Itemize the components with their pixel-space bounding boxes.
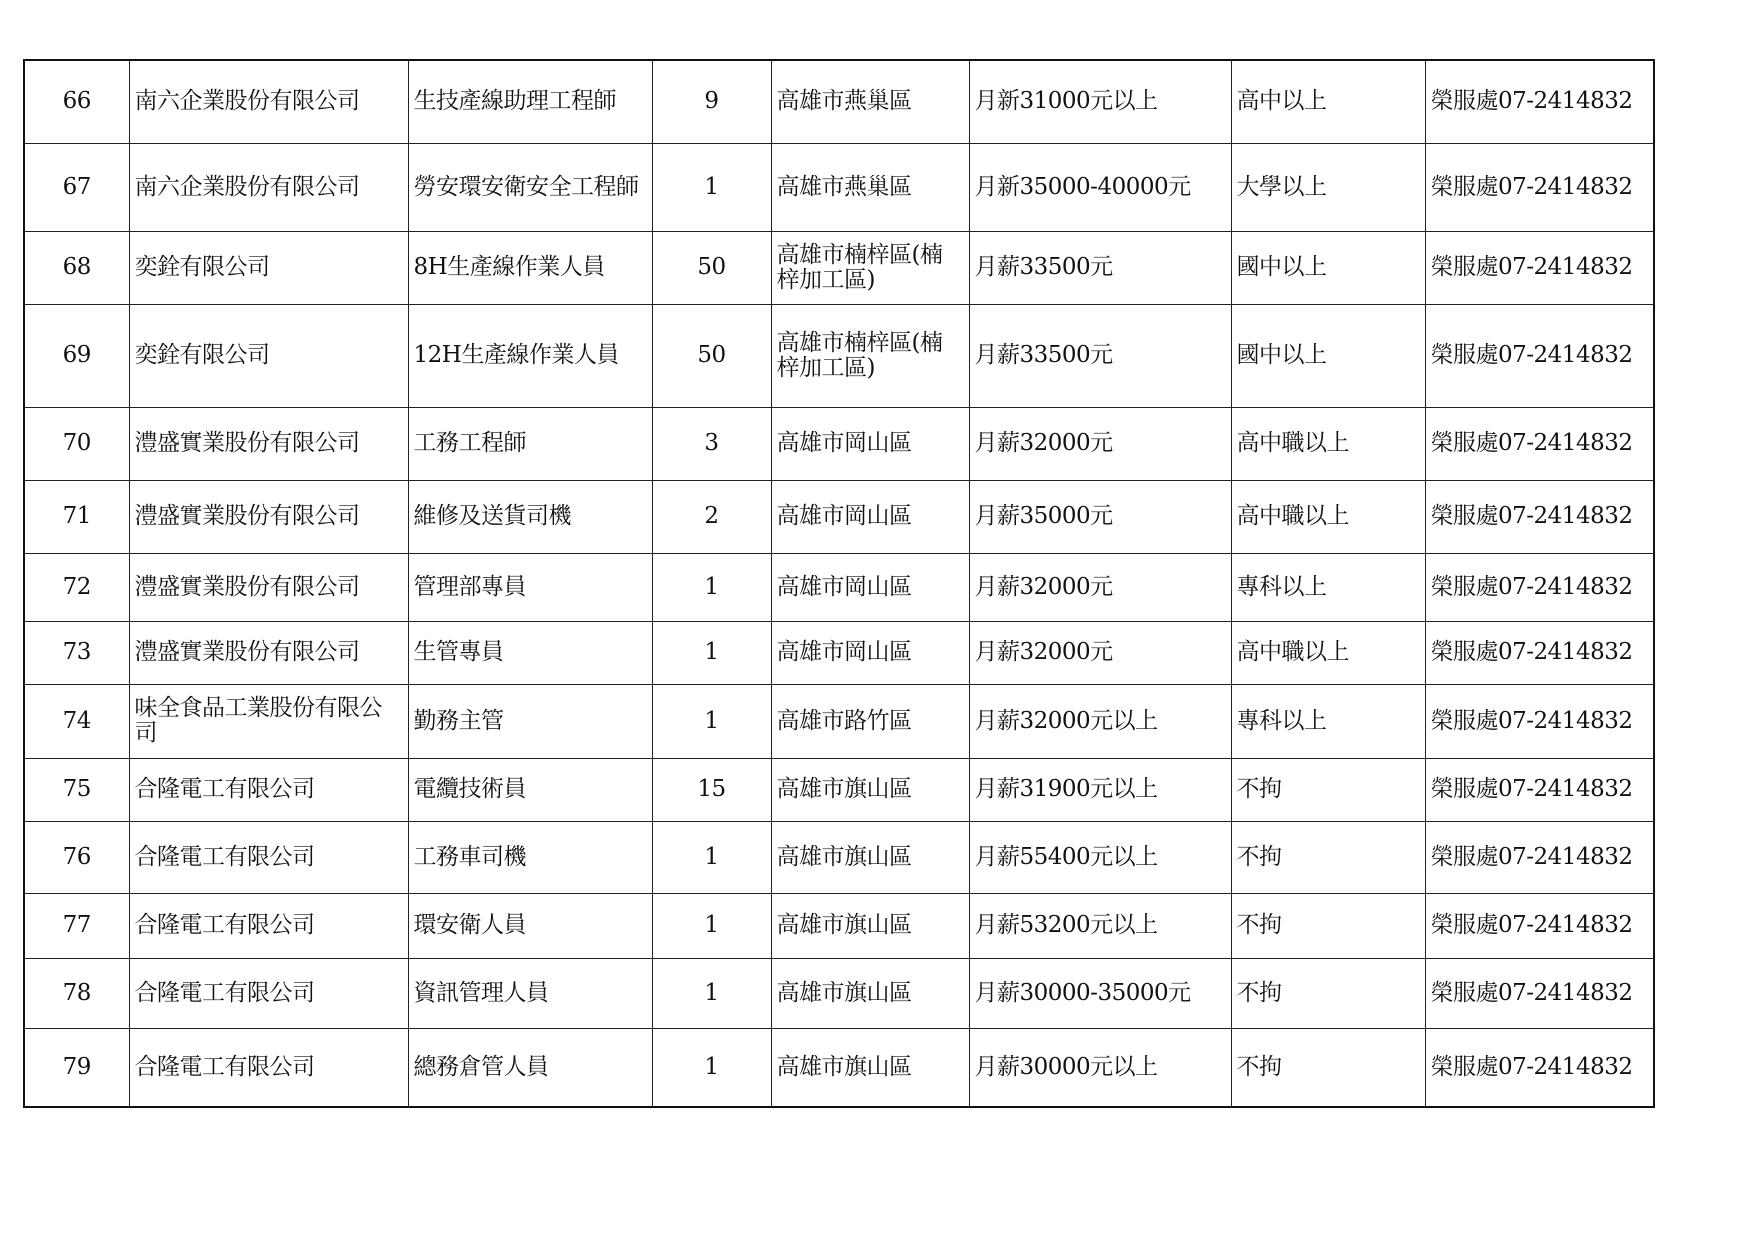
table-row xyxy=(24,684,1654,758)
company-name: 澧盛實業股份有限公司 xyxy=(129,480,408,553)
opening-count: 1 xyxy=(652,1028,771,1107)
salary: 月薪33500元 xyxy=(969,231,1231,304)
job-title: 勞安環安衛安全工程師 xyxy=(408,143,652,231)
work-location: 高雄市旗山區 xyxy=(771,893,969,958)
contact: 榮服處07-2414832 xyxy=(1425,231,1654,304)
company-name: 合隆電工有限公司 xyxy=(129,821,408,893)
company-name: 澧盛實業股份有限公司 xyxy=(129,407,408,480)
work-location: 高雄市燕巢區 xyxy=(771,143,969,231)
education-requirement: 國中以上 xyxy=(1231,304,1425,407)
row-number: 79 xyxy=(24,1028,129,1107)
row-number: 75 xyxy=(24,758,129,821)
salary: 月薪30000元以上 xyxy=(969,1028,1231,1107)
job-title: 管理部專員 xyxy=(408,553,652,621)
opening-count: 1 xyxy=(652,684,771,758)
job-title: 勤務主管 xyxy=(408,684,652,758)
row-number: 72 xyxy=(24,553,129,621)
job-title: 總務倉管人員 xyxy=(408,1028,652,1107)
contact: 榮服處07-2414832 xyxy=(1425,553,1654,621)
company-name: 南六企業股份有限公司 xyxy=(129,143,408,231)
opening-count: 1 xyxy=(652,893,771,958)
job-title: 8H生產線作業人員 xyxy=(408,231,652,304)
education-requirement: 不拘 xyxy=(1231,958,1425,1028)
opening-count: 3 xyxy=(652,407,771,480)
company-name: 澧盛實業股份有限公司 xyxy=(129,621,408,684)
salary: 月薪32000元以上 xyxy=(969,684,1231,758)
work-location: 高雄市旗山區 xyxy=(771,958,969,1028)
job-listing-table xyxy=(23,59,1655,1108)
job-title: 生管專員 xyxy=(408,621,652,684)
row-number: 78 xyxy=(24,958,129,1028)
job-title: 12H生產線作業人員 xyxy=(408,304,652,407)
table-row xyxy=(24,621,1654,684)
education-requirement: 不拘 xyxy=(1231,758,1425,821)
contact: 榮服處07-2414832 xyxy=(1425,821,1654,893)
job-title: 電纜技術員 xyxy=(408,758,652,821)
education-requirement: 不拘 xyxy=(1231,821,1425,893)
table-row xyxy=(24,1028,1654,1107)
company-name: 合隆電工有限公司 xyxy=(129,958,408,1028)
salary: 月薪53200元以上 xyxy=(969,893,1231,958)
education-requirement: 專科以上 xyxy=(1231,684,1425,758)
row-number: 74 xyxy=(24,684,129,758)
opening-count: 1 xyxy=(652,143,771,231)
contact: 榮服處07-2414832 xyxy=(1425,480,1654,553)
contact: 榮服處07-2414832 xyxy=(1425,684,1654,758)
company-name: 合隆電工有限公司 xyxy=(129,893,408,958)
education-requirement: 國中以上 xyxy=(1231,231,1425,304)
work-location: 高雄市燕巢區 xyxy=(771,60,969,143)
job-title: 資訊管理人員 xyxy=(408,958,652,1028)
salary: 月新31000元以上 xyxy=(969,60,1231,143)
company-name: 澧盛實業股份有限公司 xyxy=(129,553,408,621)
salary: 月薪30000-35000元 xyxy=(969,958,1231,1028)
education-requirement: 不拘 xyxy=(1231,893,1425,958)
company-name: 奕銓有限公司 xyxy=(129,231,408,304)
row-number: 73 xyxy=(24,621,129,684)
opening-count: 1 xyxy=(652,621,771,684)
company-name: 合隆電工有限公司 xyxy=(129,758,408,821)
contact: 榮服處07-2414832 xyxy=(1425,621,1654,684)
work-location: 高雄市岡山區 xyxy=(771,553,969,621)
work-location: 高雄市岡山區 xyxy=(771,407,969,480)
contact: 榮服處07-2414832 xyxy=(1425,143,1654,231)
salary: 月薪35000元 xyxy=(969,480,1231,553)
row-number: 66 xyxy=(24,60,129,143)
opening-count: 50 xyxy=(652,231,771,304)
salary: 月新35000-40000元 xyxy=(969,143,1231,231)
row-number: 77 xyxy=(24,893,129,958)
opening-count: 9 xyxy=(652,60,771,143)
row-number: 76 xyxy=(24,821,129,893)
work-location: 高雄市楠梓區(楠梓加工區) xyxy=(771,304,969,407)
job-title: 環安衛人員 xyxy=(408,893,652,958)
contact: 榮服處07-2414832 xyxy=(1425,958,1654,1028)
table-row xyxy=(24,143,1654,231)
table-row xyxy=(24,958,1654,1028)
table-row xyxy=(24,231,1654,304)
opening-count: 15 xyxy=(652,758,771,821)
row-number: 71 xyxy=(24,480,129,553)
opening-count: 1 xyxy=(652,553,771,621)
education-requirement: 不拘 xyxy=(1231,1028,1425,1107)
work-location: 高雄市旗山區 xyxy=(771,821,969,893)
row-number: 68 xyxy=(24,231,129,304)
row-number: 67 xyxy=(24,143,129,231)
opening-count: 1 xyxy=(652,821,771,893)
job-title: 工務工程師 xyxy=(408,407,652,480)
table-row xyxy=(24,304,1654,407)
opening-count: 2 xyxy=(652,480,771,553)
table-row xyxy=(24,480,1654,553)
contact: 榮服處07-2414832 xyxy=(1425,304,1654,407)
work-location: 高雄市楠梓區(楠梓加工區) xyxy=(771,231,969,304)
table-row xyxy=(24,553,1654,621)
job-title: 工務車司機 xyxy=(408,821,652,893)
row-number: 70 xyxy=(24,407,129,480)
contact: 榮服處07-2414832 xyxy=(1425,893,1654,958)
work-location: 高雄市路竹區 xyxy=(771,684,969,758)
contact: 榮服處07-2414832 xyxy=(1425,407,1654,480)
table-row xyxy=(24,893,1654,958)
work-location: 高雄市旗山區 xyxy=(771,1028,969,1107)
contact: 榮服處07-2414832 xyxy=(1425,1028,1654,1107)
education-requirement: 高中職以上 xyxy=(1231,621,1425,684)
table-row xyxy=(24,407,1654,480)
company-name: 奕銓有限公司 xyxy=(129,304,408,407)
company-name: 南六企業股份有限公司 xyxy=(129,60,408,143)
education-requirement: 專科以上 xyxy=(1231,553,1425,621)
education-requirement: 高中職以上 xyxy=(1231,407,1425,480)
work-location: 高雄市旗山區 xyxy=(771,758,969,821)
salary: 月薪31900元以上 xyxy=(969,758,1231,821)
company-name: 合隆電工有限公司 xyxy=(129,1028,408,1107)
contact: 榮服處07-2414832 xyxy=(1425,758,1654,821)
opening-count: 50 xyxy=(652,304,771,407)
job-title: 生技產線助理工程師 xyxy=(408,60,652,143)
contact: 榮服處07-2414832 xyxy=(1425,60,1654,143)
work-location: 高雄市岡山區 xyxy=(771,480,969,553)
table-row xyxy=(24,758,1654,821)
salary: 月薪32000元 xyxy=(969,621,1231,684)
salary: 月薪32000元 xyxy=(969,407,1231,480)
salary: 月薪33500元 xyxy=(969,304,1231,407)
opening-count: 1 xyxy=(652,958,771,1028)
education-requirement: 高中以上 xyxy=(1231,60,1425,143)
table-row xyxy=(24,821,1654,893)
education-requirement: 大學以上 xyxy=(1231,143,1425,231)
salary: 月薪55400元以上 xyxy=(969,821,1231,893)
job-title: 維修及送貨司機 xyxy=(408,480,652,553)
education-requirement: 高中職以上 xyxy=(1231,480,1425,553)
table-row xyxy=(24,60,1654,143)
row-number: 69 xyxy=(24,304,129,407)
company-name: 味全食品工業股份有限公司 xyxy=(129,684,408,758)
work-location: 高雄市岡山區 xyxy=(771,621,969,684)
salary: 月薪32000元 xyxy=(969,553,1231,621)
